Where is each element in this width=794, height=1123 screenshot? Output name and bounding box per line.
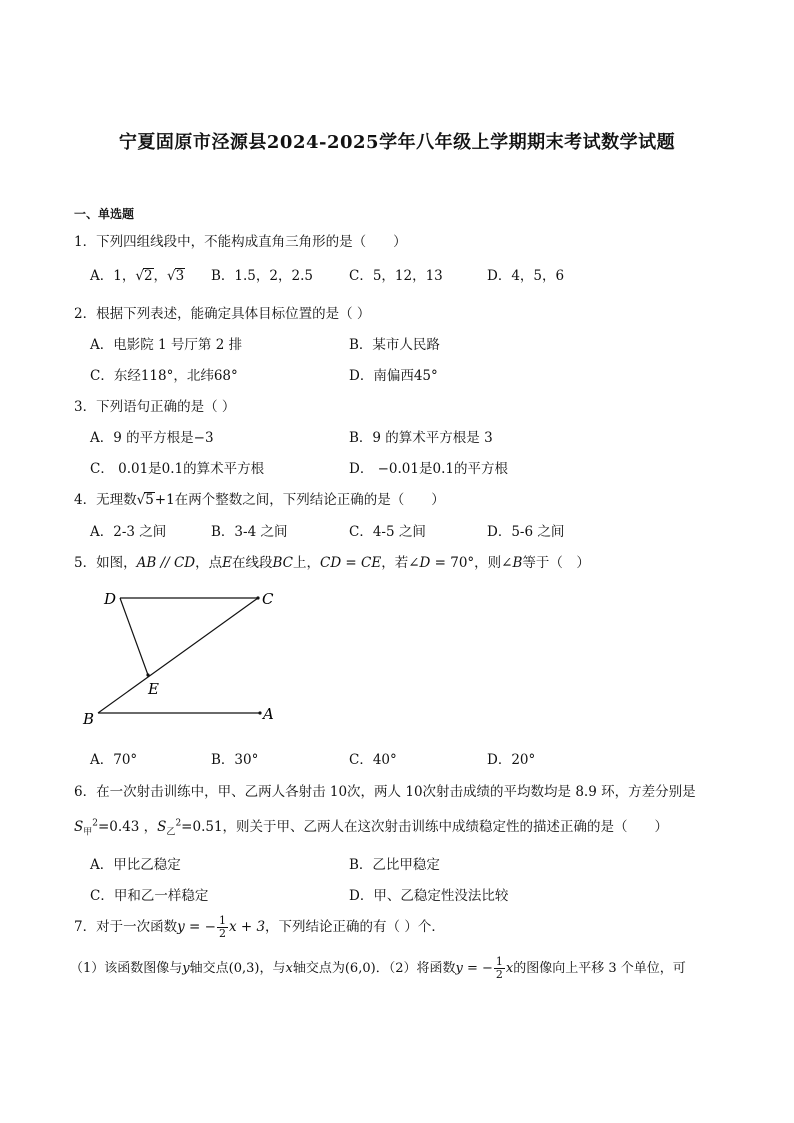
question-1-option-d[interactable]: D．4，5，6 bbox=[487, 268, 565, 284]
question-6-stem-line-1: 6．在一次射击训练中，甲、乙两人各射击 10次，两人 10次射击成绩的平均数均是 8.9 环，方差分别是 bbox=[74, 784, 696, 800]
question-6-stem-line-2: $S_甲^2=0.43$ ，$S_乙^2=0.51$，则关于甲、乙两人在这次射击训练中成绩稳定性的描述正确的是（ ） bbox=[74, 818, 669, 838]
fraction: $\frac{1}{2}$ bbox=[495, 955, 503, 982]
question-7-statement-line-1: （1）该函数图像与y轴交点(0,3)，与x轴交点为(6,0)．（2）将函数y = − $\frac{1}{2}$ x的图像向上平移 3 个单位，可 bbox=[70, 955, 686, 982]
geometry-diagram bbox=[80, 585, 290, 730]
geometry-figure bbox=[80, 585, 290, 734]
label-d: D bbox=[104, 590, 117, 608]
question-3-option-d[interactable]: D． −0.01是0.1的平方根 bbox=[349, 461, 508, 477]
question-5-option-b[interactable]: B．30° bbox=[211, 752, 259, 768]
question-6-option-c[interactable]: C．甲和乙一样稳定 bbox=[90, 888, 209, 904]
segment-de bbox=[120, 598, 148, 675]
question-6-option-d[interactable]: D．甲、乙稳定性没法比较 bbox=[349, 888, 509, 904]
point-e bbox=[146, 673, 149, 676]
fraction: $\frac{1}{2}$ bbox=[218, 914, 226, 941]
question-1-option-a[interactable]: A．1，√2，√3 bbox=[90, 268, 185, 284]
question-2-option-d[interactable]: D．南偏西45° bbox=[349, 368, 438, 384]
question-7-stem: 7．对于一次函数y = − $\frac{1}{2}$ x + 3，下列结论正确的有（ ）个． bbox=[74, 914, 445, 941]
question-1-option-b[interactable]: B．1.5，2，2.5 bbox=[211, 268, 313, 284]
question-6-option-a[interactable]: A．甲比乙稳定 bbox=[90, 857, 181, 873]
question-4-stem: 4．无理数√5+1在两个整数之间，下列结论正确的是（ ） bbox=[74, 492, 445, 508]
question-4-option-d[interactable]: D．5-6 之间 bbox=[487, 524, 565, 540]
page-title: 宁夏固原市泾源县2024-2025学年八年级上学期期末考试数学试题 bbox=[118, 132, 676, 153]
question-2-option-c[interactable]: C．东经118°，北纬68° bbox=[90, 368, 238, 384]
label-e: E bbox=[148, 680, 159, 698]
question-5-option-d[interactable]: D．20° bbox=[487, 752, 536, 768]
section-heading: 一、单选题 bbox=[74, 207, 135, 221]
question-2-option-a[interactable]: A．电影院 1 号厅第 2 排 bbox=[90, 337, 243, 353]
question-5-option-c[interactable]: C．40° bbox=[349, 752, 397, 768]
radicand: 3 bbox=[175, 268, 185, 284]
segment-bc bbox=[98, 598, 258, 713]
question-3-option-c[interactable]: C． 0.01是0.1的算术平方根 bbox=[90, 461, 265, 477]
question-3-stem: 3．下列语句正确的是（ ） bbox=[74, 399, 236, 415]
radicand: 2 bbox=[143, 268, 153, 284]
point-a bbox=[258, 711, 261, 714]
radicand: 5 bbox=[145, 492, 154, 508]
question-4-option-a[interactable]: A．2-3 之间 bbox=[90, 524, 167, 540]
label-c: C bbox=[262, 590, 274, 608]
point-c bbox=[256, 596, 259, 599]
question-3-option-b[interactable]: B．9 的算术平方根是 3 bbox=[349, 430, 493, 446]
question-1-option-c[interactable]: C．5，12，13 bbox=[349, 268, 443, 284]
question-1-stem: 1．下列四组线段中，不能构成直角三角形的是（ ） bbox=[74, 234, 407, 250]
question-5-stem: 5．如图，AB // CD，点E在线段BC上，CD = CE，若∠D = 70°，则∠B等于（ ） bbox=[74, 555, 590, 571]
question-5-option-a[interactable]: A．70° bbox=[90, 752, 138, 768]
question-3-option-a[interactable]: A．9 的平方根是−3 bbox=[90, 430, 214, 446]
question-2-stem: 2．根据下列表述，能确定具体目标位置的是（ ） bbox=[74, 306, 371, 322]
question-4-option-c[interactable]: C．4-5 之间 bbox=[349, 524, 426, 540]
question-4-option-b[interactable]: B．3-4 之间 bbox=[211, 524, 288, 540]
label-b: B bbox=[83, 710, 95, 728]
question-6-option-b[interactable]: B．乙比甲稳定 bbox=[349, 857, 440, 873]
question-2-option-b[interactable]: B．某市人民路 bbox=[349, 337, 440, 353]
label-a: A bbox=[263, 705, 274, 723]
